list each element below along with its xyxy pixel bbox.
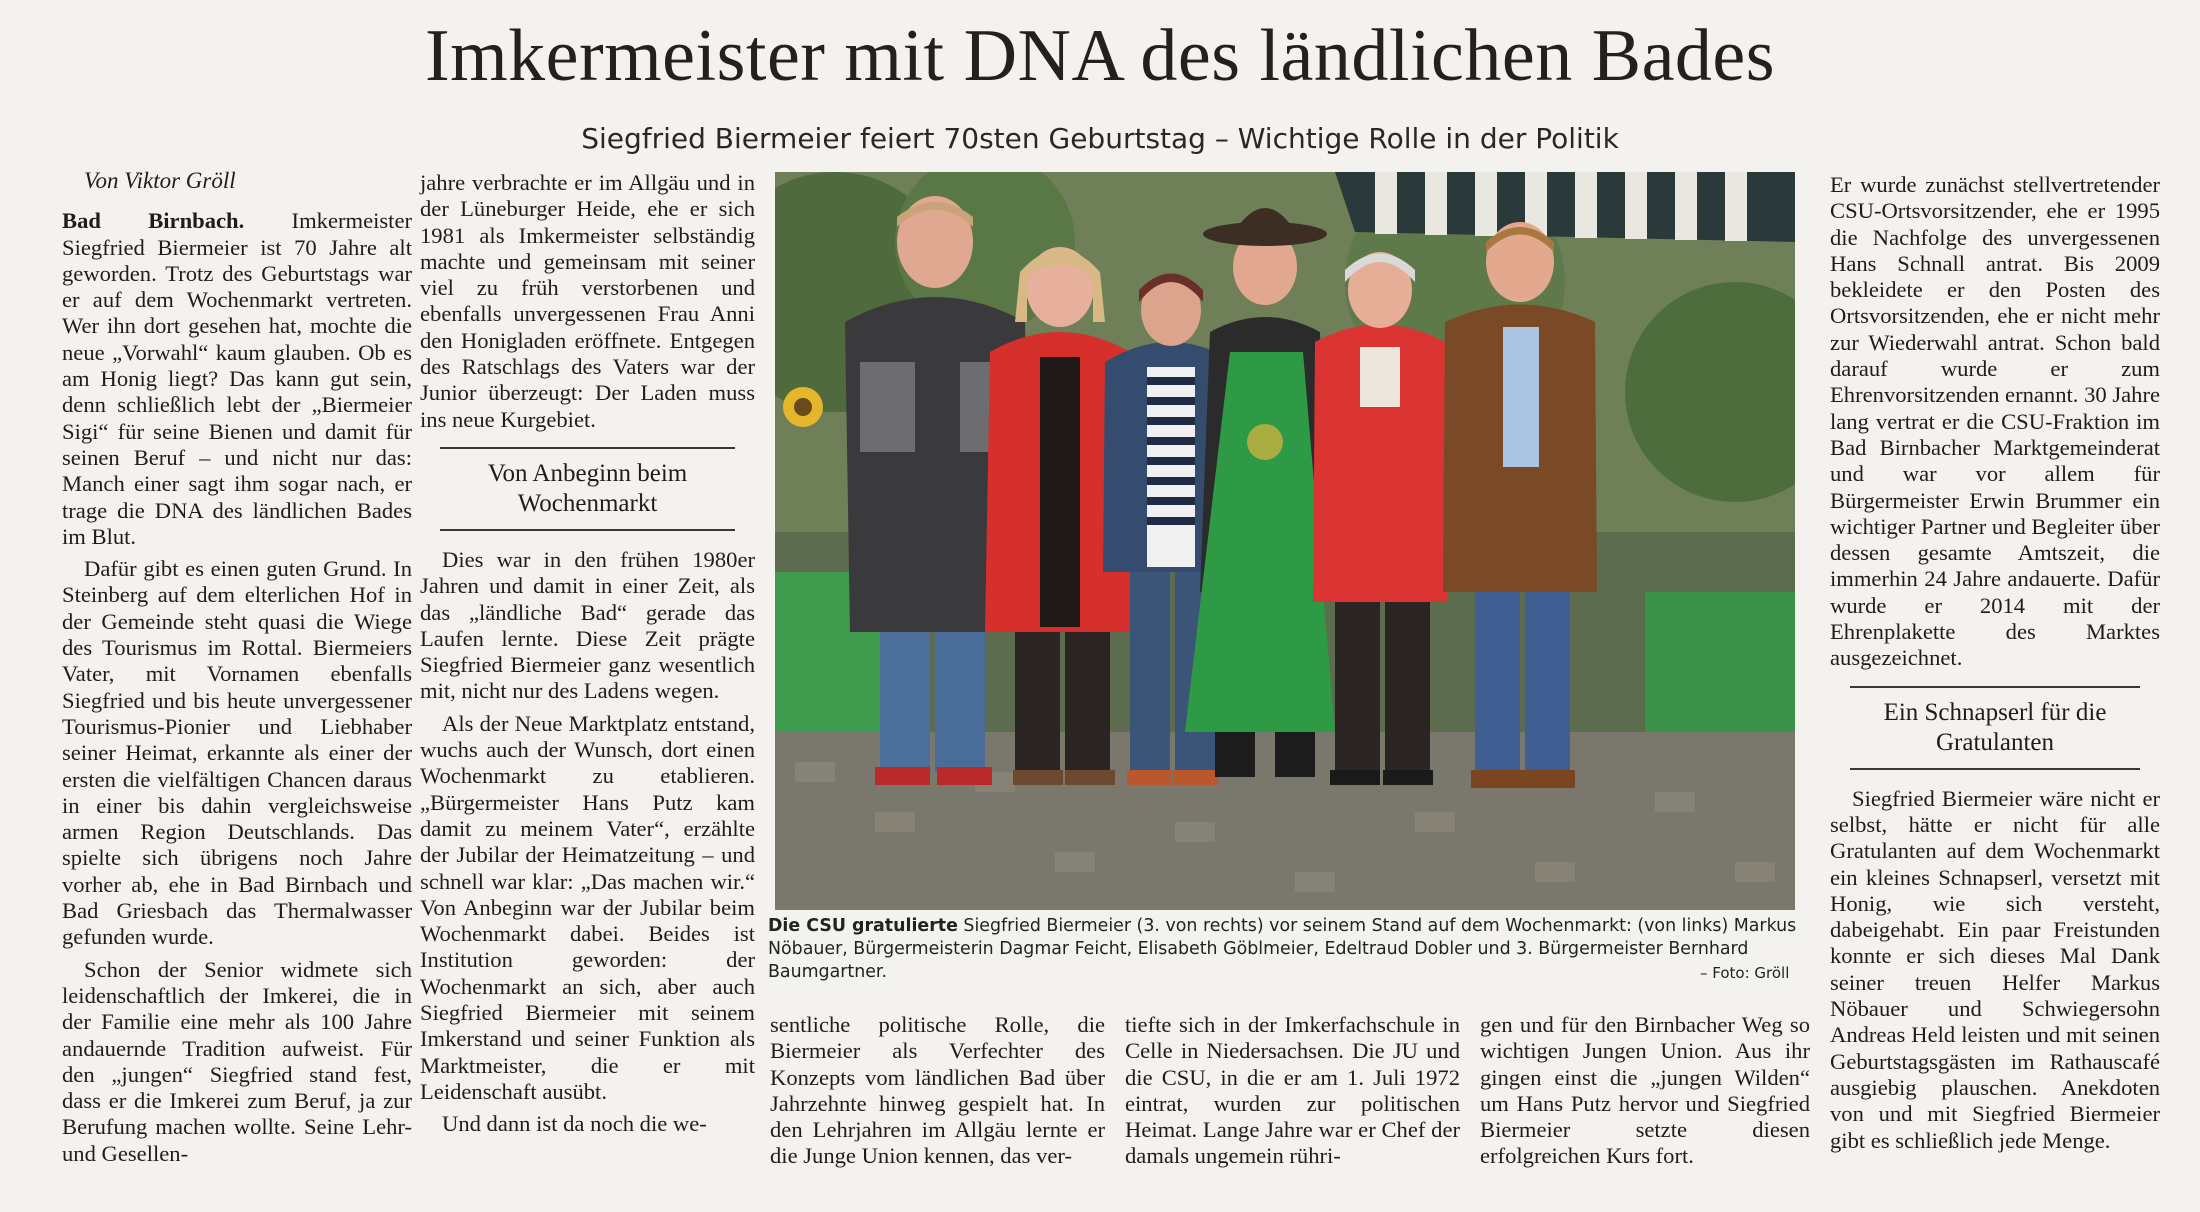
headline: Imkermeister mit DNA des ländlichen Bades <box>424 15 1776 97</box>
article-column-4 <box>1125 1012 1460 1176</box>
paragraph: Er wurde zunächst stellvertretender CSU-Ortsvorsitzender, ehe er 1995 die Nachfolge des unvergessenen Hans Schnall antrat. Bis 2009 bekleidete er den Posten des Ortsvorsitzenden, ehe er nicht mehr zur Wiederwahl antrat. Schon bald darauf wurde er zum Ehrenvorsitzenden ernannt. 30 Jahre lang vertrat er die CSU-Fraktion im Bad Birnbacher Marktgemeinderat und war vor allem für Bürgermeister Erwin Brummer ein wichtiger Partner und Begleiter über dessen gesamte Amtszeit, die immerhin 24 Jahre andauerte. Dafür wurde er 2014 mit der Ehrenplakette des Marktes ausgezeichnet. <box>1830 172 2161 671</box>
paragraph: Siegfried Biermeier wäre nicht er selbst, hätte er nicht für alle Gratulanten auf dem Wochenmarkt ein kleines Schnapserl, versetzt mit Honig, wie sich versteht, dabeigehabt. Ein paar Freistunden konnte er sich dieses Mal Dank seiner treuen Helfer Markus Nöbauer und Schwiegersohn Andreas Held leisten und mit seinen Geburtstagsgästen im Rathauscafé ausgiebig plauschen. Anekdoten von und mit Siegfried Biermeier gibt es schließlich jede Menge. <box>1830 785 2160 1153</box>
paragraph: Als der Neue Marktplatz entstand, wuchs auch der Wunsch, dort einen Wochenmarkt zu etablieren. „Bürgermeister Hans Putz kam damit zu meinem Vater“, erzählte der Jubilar der Heimatzeitung – und schnell war klar: „Das machen wir.“ Von Anbeginn war der Jubilar beim Wochenmarkt dabei. Beides ist Institution geworden: der Wochenmarkt an sich, aber auch Siegfried Biermeier mit seinem Imkerstand und seiner Funktion als Marktmeister, die er mit Leidenschaft ausübt. <box>420 710 755 1104</box>
paragraph: tiefte sich in der Imkerfachschule in Celle in Niedersachsen. Die JU und die CSU, in die er am 1. Juli 1972 eintrat, wurden zur politischen Heimat. Lange Jahre war er Chef der damals ungemein rühri- <box>1125 1012 1460 1169</box>
caption-lead: Die CSU gratulierte <box>768 916 958 936</box>
paragraph-text: Imkermeister Siegfried Biermeier ist 70 Jahre alt geworden. Trotz des Geburtstags war er auf dem Wochenmarkt vertreten. Wer ihn dort gesehen hat, mochte die neue „Vorwahl“ kaum glauben. Ob es am Honig liegt? Das kann gut sein, denn schließlich lebt der „Biermeier Sigi“ für seine Bienen und damit für seinen Beruf – und nicht nur das: Manch einer sagt ihm sogar nach, er trage die DNA des ländlichen Bades im Blut. <box>62 208 412 549</box>
paragraph: sentliche politische Rolle, die Biermeier als Verfechter des Konzepts vom ländlichen Bad über Jahrzehnte hinweg gespielt hat. In den Lehrjahren im Allgäu lernte er die Junge Union kennen, das ver- <box>770 1012 1105 1169</box>
dateline: Bad Birnbach. <box>62 208 245 234</box>
paragraph: jahre verbrachte er im Allgäu und in der Lüneburger Heide, ehe er sich 1981 als Imkermeister selbständig machte und gemeinsam mit seiner viel zu früh verstorbenen und ebenfalls unvergessenen Frau Anni den Honigladen eröffnete. Entgegen des Ratschlags des Vaters war der Junior überzeugt: Der Laden muss ins neue Kurgebiet. <box>420 170 755 432</box>
article-column-3 <box>770 1012 1105 1176</box>
paragraph: Schon der Senior widmete sich leidenschaftlich der Imkerei, die in der Familie eine mehr als 100 Jahre andauernde Tradition aufweist. Für den „jungen“ Siegfried stand fest, dass er die Imkerei zum Beruf, ja zur Berufung machen wollte. Seine Lehr- und Gesellen- <box>62 956 412 1166</box>
paragraph: gen und für den Birnbacher Weg so wichtigen Jungen Union. Aus ihr gingen einst die „jungen Wilden“ um Hans Putz hervor und Siegfried Biermeier setzte diesen erfolgreichen Kurs fort. <box>1480 1012 1810 1169</box>
photo-credit: – Foto: Gröll <box>1700 964 1790 982</box>
article-column-2 <box>420 170 755 1144</box>
group-photo-illustration <box>775 172 1795 910</box>
article-column-6 <box>1830 172 2160 1160</box>
caption-text: Siegfried Biermeier (3. von rechts) vor seinem Stand auf dem Wochenmarkt: (von links) Markus Nöbauer, Bürgermeisterin Dagmar Feicht, Elisabeth Göblmeier, Edeltraud Dobler und 3. Bürgermeister Bernhard Baumgartner. <box>768 916 1797 982</box>
article-photo <box>775 172 1795 910</box>
paragraph: Und dann ist da noch die we- <box>442 1111 707 1137</box>
section-subtitle: Ein Schnapserl für die Gratulanten <box>1850 686 2140 770</box>
paragraph: Dies war in den frühen 1980er Jahren und damit in einer Zeit, als das „ländliche Bad“ gerade das Laufen lernte. Diese Zeit prägte Siegfried Biermeier ganz wesentlich mit, nicht nur des Ladens wegen. <box>420 546 755 704</box>
paragraph <box>62 208 412 550</box>
section-subtitle: Von Anbeginn beim Wochenmarkt <box>440 447 735 531</box>
photo-caption <box>768 915 1798 984</box>
article-column-1 <box>62 168 412 1173</box>
article-column-5 <box>1480 1012 1810 1176</box>
subheadline: Siegfried Biermeier feiert 70sten Geburtstag – Wichtige Rolle in der Politik <box>581 122 1619 155</box>
byline: Von Viktor Gröll <box>84 168 236 193</box>
paragraph: Dafür gibt es einen guten Grund. In Steinberg auf dem elterlichen Hof in der Gemeinde steht quasi die Wiege des Tourismus im Rottal. Biermeiers Vater, mit Vornamen ebenfalls Siegfried und bis heute unvergessener Tourismus-Pionier und Liebhaber seiner Heimat, erkannte als einer der ersten die vielfältigen Chancen daraus in einer bis dahin vergleichsweise armen Region Deutschlands. Das spielte sich übrigens noch Jahre vorher ab, ehe in Bad Birnbach und Bad Griesbach das Thermalwasser gefunden wurde. <box>62 556 412 950</box>
